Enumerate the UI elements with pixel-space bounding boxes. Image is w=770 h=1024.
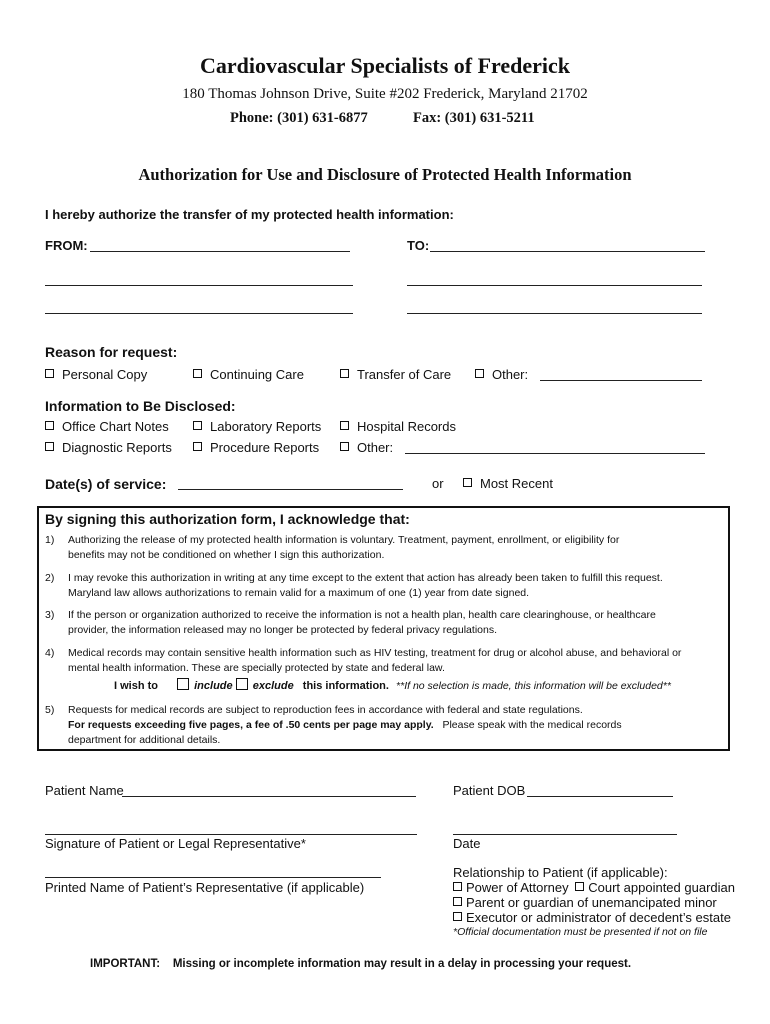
checkbox-icon[interactable] (340, 442, 349, 451)
disclosure-option-other[interactable]: Other: (340, 440, 393, 455)
reason-heading: Reason for request: (45, 344, 178, 360)
checkbox-icon[interactable] (45, 421, 54, 430)
from-field[interactable] (90, 251, 350, 252)
ack-item-text: Authorizing the release of my protected health information is voluntary. Treatment, payment, enrollment, or eligibility for benefits may not be conditioned on whether I sign this authorization. (68, 534, 620, 561)
printed-name-field[interactable] (45, 877, 381, 878)
checkbox-icon[interactable] (45, 442, 54, 451)
disclosure-other-field[interactable] (405, 453, 705, 454)
patient-name-field[interactable] (122, 796, 416, 797)
important-label: IMPORTANT: (90, 958, 161, 970)
disclosure-option-diagnostic-reports[interactable]: Diagnostic Reports (45, 440, 172, 455)
clinic-name: Cardiovascular Specialists of Frederick (199, 53, 571, 78)
to-field-line-2[interactable] (407, 285, 702, 286)
checkbox-icon[interactable] (193, 369, 202, 378)
disclosure-heading: Information to Be Disclosed: (45, 398, 236, 414)
this-information-label: this information. (302, 680, 389, 692)
dates-label: Date(s) of service: (45, 476, 167, 492)
include-exclude-row (114, 678, 671, 694)
clinic-phone: Phone: (301) 631-6877 (230, 110, 368, 126)
dates-or: or (432, 476, 444, 491)
official-documentation-note: *Official documentation must be presented if not on file (453, 926, 708, 938)
ack-item-number: 4) (45, 647, 55, 659)
parent-guardian-checkbox-icon[interactable] (453, 897, 462, 906)
ack-item-text: Medical records may contain sensitive health information such as HIV testing, treatment for drug or alcohol abuse, and behavioral or mental health information. These are specially protected by state and federal law. (68, 647, 682, 674)
include-checkbox-icon[interactable] (177, 678, 189, 690)
signature-field[interactable] (45, 834, 417, 835)
acknowledge-heading: By signing this authorization form, I acknowledge that: (45, 511, 410, 527)
court-guardian-checkbox-icon[interactable] (575, 882, 584, 891)
ack-item-number: 1) (45, 534, 55, 546)
include-label: include (194, 680, 233, 692)
ack-item-text: I may revoke this authorization in writing at any time except to the extent that action has already been taken to fulfill this request. Maryland law allows authorizations to remain valid for a maximum of one (1) year from date signed. (68, 572, 663, 599)
exclude-checkbox-icon[interactable] (236, 678, 248, 690)
reason-option-personal-copy[interactable]: Personal Copy (45, 367, 147, 382)
important-message: Missing or incomplete information may result in a delay in processing your request. (172, 958, 632, 970)
checkbox-icon[interactable] (340, 369, 349, 378)
from-field-line-2[interactable] (45, 285, 353, 286)
disclosure-option-laboratory-reports[interactable]: Laboratory Reports (193, 419, 321, 434)
ack-item-text: If the person or organization authorized to receive the information is not a health plan, health care clearinghouse, or healthcare provider, the information released may no longer be protected by federal privacy regulations. (68, 609, 656, 636)
intro-text: I hereby authorize the transfer of my protected health information: (45, 207, 454, 222)
signature-label: Signature of Patient or Legal Representative* (45, 836, 306, 851)
ack-item-number: 5) (45, 704, 55, 716)
no-selection-note: **If no selection is made, this information will be excluded** (396, 680, 671, 692)
patient-dob-field[interactable] (527, 796, 673, 797)
patient-name-label: Patient Name (45, 783, 124, 798)
disclosure-option-office-chart-notes[interactable]: Office Chart Notes (45, 419, 169, 434)
executor-checkbox-icon[interactable] (453, 912, 462, 921)
clinic-address: 180 Thomas Johnson Drive, Suite #202 Frederick, Maryland 21702 (182, 86, 588, 102)
checkbox-icon[interactable] (45, 369, 54, 378)
power-of-attorney-checkbox-icon[interactable] (453, 882, 462, 891)
relationship-row-2: Parent or guardian of unemancipated minor (453, 895, 717, 910)
i-wish-to-label: I wish to (114, 680, 158, 692)
checkbox-icon[interactable] (463, 478, 472, 487)
dates-field[interactable] (178, 489, 403, 490)
from-field-line-3[interactable] (45, 313, 353, 314)
ack-item-number: 2) (45, 572, 55, 584)
checkbox-icon[interactable] (340, 421, 349, 430)
from-label: FROM: (45, 238, 88, 253)
clinic-fax: Fax: (301) 631-5211 (413, 110, 535, 126)
checkbox-icon[interactable] (193, 421, 202, 430)
to-field-line-3[interactable] (407, 313, 702, 314)
date-field[interactable] (453, 834, 677, 835)
relationship-row-1: Power of Attorney Court appointed guardian (453, 880, 735, 895)
printed-name-label: Printed Name of Patient’s Representative (if applicable) (45, 880, 365, 895)
reason-option-continuing-care[interactable]: Continuing Care (193, 367, 304, 382)
form-title: Authorization for Use and Disclosure of Protected Health Information (138, 165, 632, 184)
to-label: TO: (407, 238, 430, 253)
most-recent-option[interactable]: Most Recent (463, 476, 553, 491)
disclosure-option-hospital-records[interactable]: Hospital Records (340, 419, 456, 434)
to-field[interactable] (430, 251, 705, 252)
relationship-heading: Relationship to Patient (if applicable): (453, 865, 668, 880)
reason-option-transfer-of-care[interactable]: Transfer of Care (340, 367, 451, 382)
footer-important (90, 958, 631, 970)
reason-other-field[interactable] (540, 380, 702, 381)
ack-item-number: 3) (45, 609, 55, 621)
checkbox-icon[interactable] (475, 369, 484, 378)
disclosure-option-procedure-reports[interactable]: Procedure Reports (193, 440, 319, 455)
ack-item-text: Requests for medical records are subject to reproduction fees in accordance with federal and state regulations. For requests exceeding five pages, a fee of .50 cents per page may apply. Please speak with the medical records department for additional details. (68, 704, 622, 746)
patient-dob-label: Patient DOB (453, 783, 526, 798)
date-label: Date (453, 836, 481, 851)
relationship-row-3: Executor or administrator of decedent’s estate (453, 910, 731, 925)
exclude-label: exclude (252, 680, 294, 692)
checkbox-icon[interactable] (193, 442, 202, 451)
reason-option-other[interactable]: Other: (475, 367, 528, 382)
